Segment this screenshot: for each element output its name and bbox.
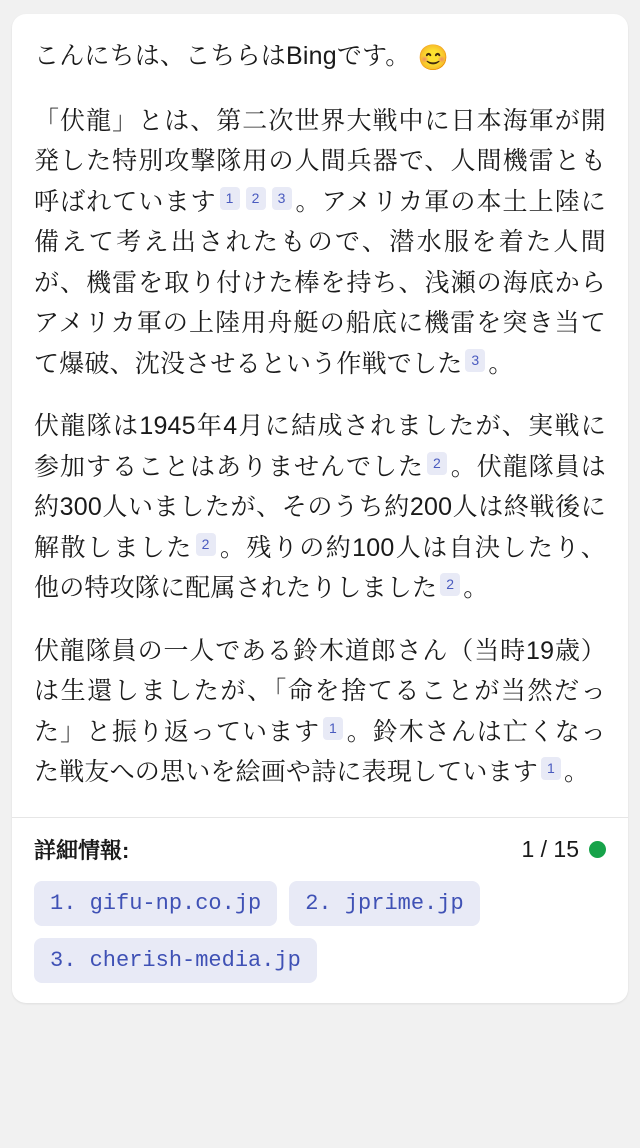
citation-badge[interactable]: 2 [440,573,460,596]
answer-paragraphs [34,101,606,793]
citation-badge[interactable]: 2 [427,452,447,475]
greeting-paragraph [34,36,606,79]
answer-paragraph [34,101,606,385]
citation-badge[interactable]: 2 [196,533,216,556]
paragraph-text: 。伏龍隊員は約300人いましたが、そのうち約200人は終戦後に解散しました [34,452,606,562]
source-chip[interactable]: 3. cherish-media.jp [34,938,317,983]
answer-paragraph [34,631,606,793]
citation-badge[interactable]: 1 [323,717,343,740]
status-dot-icon [589,841,606,858]
answer-footer [12,818,628,1003]
greeting-text: こんにちは、こちらはBingです。 [34,42,411,70]
answer-paragraph [34,406,606,609]
citation-badge[interactable]: 3 [465,349,485,372]
paragraph-text: 伏龍隊は1945年4月に結成されましたが、実戦に参加することはありませんでした [34,412,606,481]
paragraph-text: 。 [488,349,514,378]
message-counter-group [521,836,606,863]
paragraph-text: 。 [564,758,590,786]
message-counter: 1 / 15 [521,835,579,862]
citation-badge[interactable]: 1 [541,757,561,780]
details-label: 詳細情報: [34,837,130,863]
answer-body [12,14,628,811]
paragraph-text: 伏龍隊員の一人である鈴木道郎さん（当時19歳）は生還しましたが、「命を捨てることが当然だった」と振り返っています [34,636,606,746]
footer-header [34,834,606,865]
source-chip[interactable]: 2. jprime.jp [289,881,479,926]
citation-badge[interactable]: 1 [220,187,240,210]
citation-badge[interactable]: 3 [272,187,292,210]
paragraph-text: 。アメリカ軍の本土上陸に備えて考え出されたもので、潜水服を着た人間が、機雷を取り付けた棒を持ち、浅瀬の海底からアメリカ軍の上陸用舟艇の船底に機雷を突き当てて爆破、沈没させるという作戦でした [34,187,607,378]
smiling-face-icon: 😊 [417,44,449,72]
paragraph-text: 。 [463,574,489,602]
paragraph-text: 「伏龍」とは、第二次世界大戦中に日本海軍が開発した特別攻撃隊用の人間兵器で、人間機雷とも呼ばれています [34,106,606,216]
answer-card [12,14,628,1003]
citation-badge[interactable]: 2 [246,187,266,210]
paragraph-text: 。残りの約100人は自決したり、他の特攻隊に配属されたりしました [34,533,606,602]
paragraph-text: 。鈴木さんは亡くなった戦友への思いを絵画や詩に表現しています [34,717,606,786]
source-chip[interactable]: 1. gifu-np.co.jp [34,881,277,926]
source-list [34,881,606,983]
